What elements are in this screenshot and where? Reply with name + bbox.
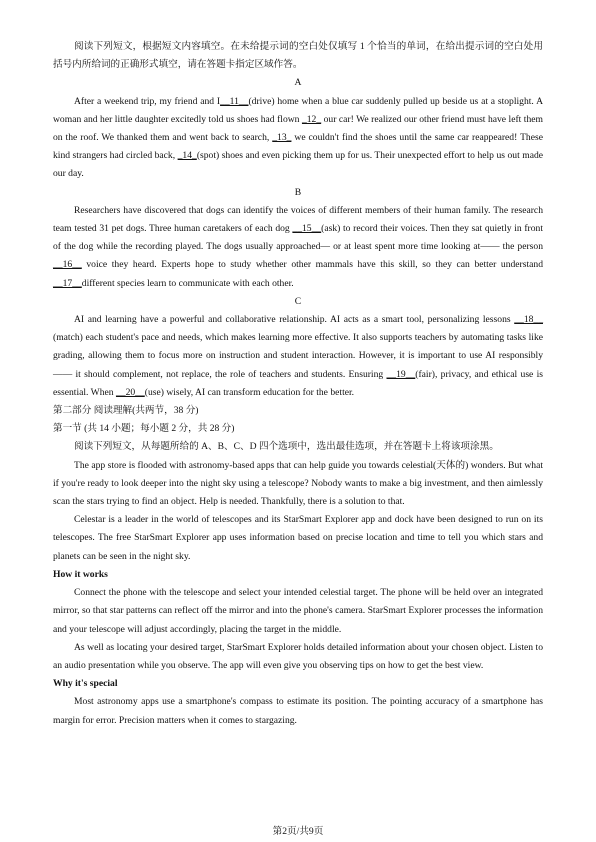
passage-c: AI and learning have a powerful and collaborative relationship. AI acts as a smart tool, personalizing lessons __18__ (match) each student's pace and needs, which makes learning more effective. It also supports teachers by automating tasks like grading, allowing them to focus more on instruction and student interaction. However, it is important to use AI responsibly—— it should complement, not replace, the role of teachers and students. Ensuring __19__(fair), privacy, and ethical use is essential. When __20__(use) wisely, AI can transform education for the better. — [53, 314, 544, 398]
passage-a: After a weekend trip, my friend and I__11__(drive) home when a blue car suddenly pulled up beside us at a stoplight. A woman and her little daughter excitedly told us shoes had flown _12_ our car! We realized our other friend must have left them on the roof. We thanked them and went back to search, _13_ we couldn't find the shoes until the same car reappeared! These kind strangers had circled back, _14_(spot) shoes and even picking them up for us. Their unexpected effort to help us out made our day. — [53, 95, 544, 180]
passage-d-paragraph: Celestar is a leader in the world of telescopes and its StarSmart Explorer app and dock have been designed to run on its telescopes. The free StarSmart Explorer app uses information based on precise location and time to tell you which stars and planets can be seen in the night sky. — [53, 514, 543, 562]
section1-title: 第一节 (共 14 小题；每小题 2 分，共 28 分) — [53, 423, 235, 435]
passage-d-paragraph: As well as locating your desired target, StarSmart Explorer holds detailed information about your chosen object. Listen to an audio presentation while you observe. The app will even give you observing tips on how to get the best view. — [53, 641, 543, 671]
reading-instruction: 阅读下列短文，从每题所给的 A、B、C、D 四个选项中，选出最佳选项，并在答题卡上将该项涂黑。 — [74, 441, 499, 453]
document-page — [53, 38, 543, 730]
blank-18: __18__ — [514, 314, 543, 326]
blank-11: __11__ — [220, 95, 249, 107]
passage-a-label: A — [294, 77, 302, 89]
passage-d-paragraph: Most astronomy apps use a smartphone's compass to estimate its position. The pointing accuracy of a smartphone has margin for error. Precision matters when it comes to stargazing. — [53, 696, 543, 726]
passage-b: Researchers have discovered that dogs can identify the voices of different members of their human family. The research team tested 31 pet dogs. Three human caretakers of each dog __15__(ask) to record their voices. Then they sat quietly in front of the dog while the recording played. The dogs usually approached— or at least spent more time looking at—— the person __16__ voice they heard. Experts hope to study whether other mammals have this skill, so they can better understand __17__different species learn to communicate with each other. — [53, 204, 543, 289]
passage-b-label: B — [294, 186, 302, 198]
page-number: 第2页/共9页 — [272, 826, 324, 837]
blank-15: __15__ — [292, 223, 322, 235]
blank-19: __19__ — [386, 368, 416, 380]
heading-how-it-works: How it works — [53, 568, 108, 580]
blank-13: _13_ — [272, 132, 292, 144]
blank-17: __17__ — [53, 277, 82, 289]
blank-20: __20__ — [115, 386, 145, 398]
passage-c-label: C — [294, 295, 302, 307]
blank-16: __16__ — [53, 259, 82, 271]
passage-d-paragraph: Connect the phone with the telescope and select your intended celestial target. The phone will be held over an integrated mirror, so that star patterns can reflect off the mirror and into the phone's camera. StarSmart Explorer processes the information and your telescope will adjust accordingly, placing the target in the middle. — [53, 587, 543, 635]
blank-14: _14_ — [177, 150, 197, 162]
part2-title: 第二部分 阅读理解(共两节，38 分) — [53, 405, 199, 417]
cloze-instruction: 阅读下列短文，根据短文内容填空。在未给提示词的空白处仅填写 1 个恰当的单词，在给出提示词的空白处用括号内所给词的正确形式填空，请在答题卡指定区域作答。 — [53, 41, 543, 71]
passage-d-paragraph: The app store is flooded with astronomy-based apps that can help guide you towards celestial(天体的) wonders. But what if you're ready to look deeper into the night sky using a telescope? Nobody wants to make a big investment, and then aimlessly scan the stars trying to find an object. Help is needed. Thankfully, there is a solution to that. — [53, 459, 543, 508]
heading-why-special: Why it's special — [53, 678, 118, 690]
blank-12: _12_ — [301, 113, 322, 125]
